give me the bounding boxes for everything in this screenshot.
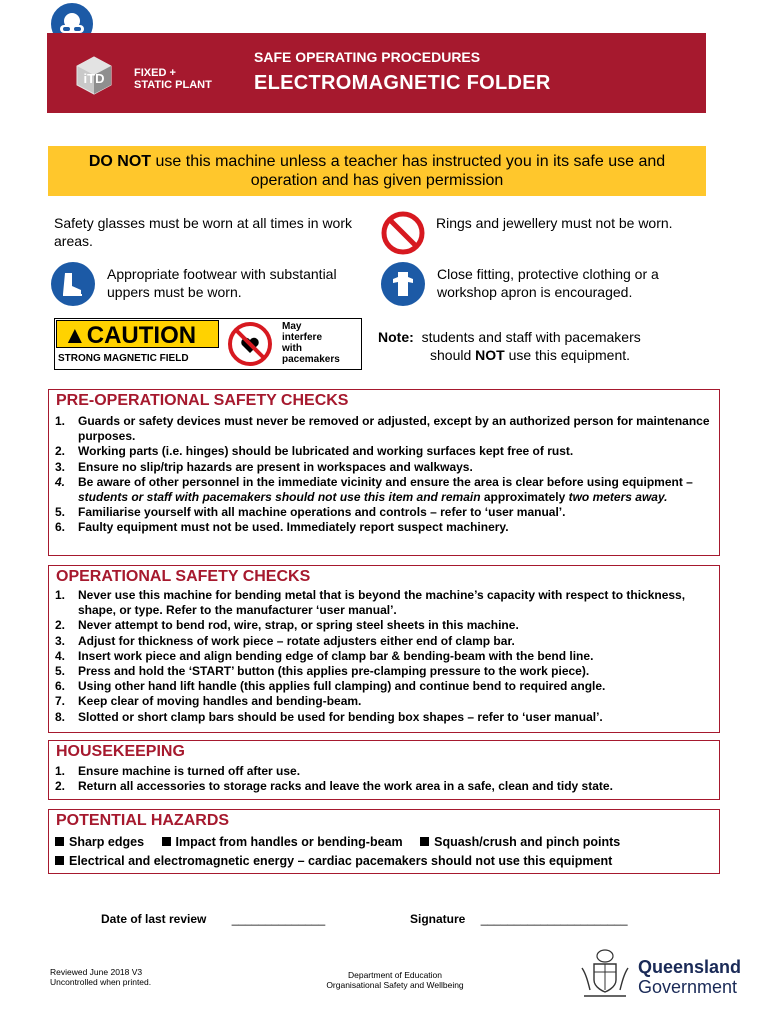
version-info	[50, 967, 151, 987]
caution-subtitle: STRONG MAGNETIC FIELD	[58, 353, 189, 364]
bullet-square-icon	[162, 837, 171, 846]
requirement-footwear: Appropriate footwear with substantial uppers must be worn.	[107, 266, 337, 300]
list-item: 6. Faulty equipment must not be used. Immediately report suspect machinery.	[55, 520, 509, 535]
bullet-square-icon	[55, 856, 64, 865]
review-blank: ______________	[231, 912, 326, 926]
section-title: PRE-OPERATIONAL SAFETY CHECKS	[56, 392, 349, 409]
pacemaker-note	[378, 328, 641, 364]
operational-list	[55, 588, 715, 725]
warning-text: use this machine unless a teacher has instructed you in its safe use and operation and has given permission	[151, 153, 666, 189]
list-item: 5. Press and hold the ‘START’ button (this applies pre-clamping pressure to the work piece).	[55, 664, 590, 679]
note-line-2-post: use this equipment.	[504, 347, 631, 363]
department	[280, 970, 510, 990]
section-title: OPERATIONAL SAFETY CHECKS	[56, 568, 311, 585]
uncontrolled-note: Uncontrolled when printed.	[50, 977, 152, 987]
list-item: 4. Insert work piece and align bending edge of clamp bar & bending-beam with the bend line.	[55, 648, 594, 663]
note-emphasis: NOT	[475, 347, 505, 363]
itd-logo	[75, 55, 113, 95]
category-badge	[134, 67, 212, 91]
reviewed-date: Reviewed June 2018 V3	[50, 967, 143, 977]
warning-banner	[48, 146, 706, 196]
logo-text: iTD	[83, 71, 105, 86]
note-label: Note:	[378, 329, 414, 345]
list-item: 2. Return all accessories to storage racks and leave the work area in a safe, clean and tidy state.	[55, 779, 613, 794]
badge-line-2: STATIC PLANT	[134, 79, 212, 91]
hazards-row-2	[55, 854, 626, 868]
pre-operational-list	[55, 414, 715, 536]
list-item: 3. Adjust for thickness of work piece – rotate adjusters either end of clamp bar.	[55, 633, 515, 648]
pacemaker-line-1: May	[282, 321, 302, 332]
warning-bold: DO NOT	[88, 153, 152, 170]
section-title: POTENTIAL HAZARDS	[56, 812, 230, 829]
housekeeping-list	[55, 764, 715, 794]
signature	[410, 912, 628, 926]
hazard-item: Squash/crush and pinch points	[420, 835, 620, 849]
unit-name: Organisational Safety and Wellbeing	[326, 980, 464, 990]
list-item: 6. Using other hand lift handle (this applies full clamping) and continue bend to required angle.	[55, 679, 606, 694]
page-title: ELECTROMAGNETIC FOLDER	[254, 72, 551, 94]
review-date	[101, 912, 325, 926]
pacemaker-line-3: with	[282, 343, 302, 354]
coat-of-arms-icon	[576, 946, 634, 1002]
housekeeping-section	[48, 740, 720, 800]
gov-line-2: Government	[638, 977, 738, 997]
doc-type: SAFE OPERATING PROCEDURES	[254, 49, 481, 65]
hazards-row-1	[55, 835, 634, 849]
caution-word: CAUTION	[86, 322, 197, 349]
hazard-item: Sharp edges	[55, 835, 144, 849]
no-pacemaker-icon	[223, 320, 277, 368]
note-line-1: students and staff with pacemakers	[421, 329, 641, 345]
gov-line-1: Queensland	[638, 957, 742, 977]
caution-header	[56, 320, 219, 348]
list-item: 1. Never use this machine for bending metal that is beyond the machine’s capacity with respect to thickness, shape, or type. Refer to the manufacturer ‘user manual’.	[55, 588, 686, 618]
operational-section	[48, 565, 720, 733]
hazard-item: Impact from handles or bending-beam	[162, 835, 403, 849]
requirement-jewellery: Rings and jewellery must not be worn.	[436, 215, 673, 231]
bullet-square-icon	[55, 837, 64, 846]
list-item: 2. Never attempt to bend rod, wire, strap, or spring steel sheets in this machine.	[55, 618, 519, 633]
queensland-government-logo	[638, 957, 741, 997]
list-item: 4. Be aware of other personnel in the immediate vicinity and ensure the area is clear before using equipment – students or staff with pacemakers should not use this item and remain approximately two meters away.	[55, 474, 693, 505]
pre-operational-section	[48, 389, 720, 556]
pacemaker-line-4: pacemakers	[282, 354, 340, 365]
hazards-section	[48, 809, 720, 874]
footwear-icon	[51, 262, 95, 306]
pacemaker-warning	[282, 321, 340, 365]
warning-triangle-icon: ▲	[63, 322, 87, 349]
list-item: 8. Slotted or short clamp bars should be used for bending box shapes – refer to ‘user manual’.	[55, 709, 603, 724]
requirement-clothing: Close fitting, protective clothing or a workshop apron is encouraged.	[437, 266, 659, 300]
list-item: 2. Working parts (i.e. hinges) should be lubricated and working surfaces kept free of rust.	[55, 444, 574, 459]
caution-sign	[54, 318, 362, 370]
list-item: 1. Guards or safety devices must never be removed or adjusted, except by an authorized person for maintenance purposes.	[55, 414, 710, 444]
signature-blank: ______________________	[480, 912, 628, 926]
apron-icon	[381, 262, 425, 306]
badge-line-1: FIXED +	[134, 67, 176, 79]
list-item: 5. Familiarise yourself with all machine operations and controls – refer to ‘user manual’.	[55, 505, 566, 520]
note-line-2-pre: should	[430, 347, 476, 363]
department-name: Department of Education	[347, 970, 443, 980]
list-item: 7. Keep clear of moving handles and bending-beam.	[55, 694, 362, 709]
list-item: 3. Ensure no slip/trip hazards are present in workspaces and walkways.	[55, 459, 473, 474]
section-title: HOUSEKEEPING	[56, 743, 185, 760]
requirement-glasses: Safety glasses must be worn at all times in work areas.	[54, 215, 353, 249]
no-jewellery-icon	[381, 211, 425, 255]
bullet-square-icon	[420, 837, 429, 846]
list-item: 1. Ensure machine is turned off after use.	[55, 764, 301, 778]
review-label: Date of last review	[101, 912, 207, 926]
signature-label: Signature	[410, 912, 466, 926]
hazard-item: Electrical and electromagnetic energy – cardiac pacemakers should not use this equipment	[55, 854, 612, 868]
pacemaker-line-2: interfere	[282, 332, 323, 343]
